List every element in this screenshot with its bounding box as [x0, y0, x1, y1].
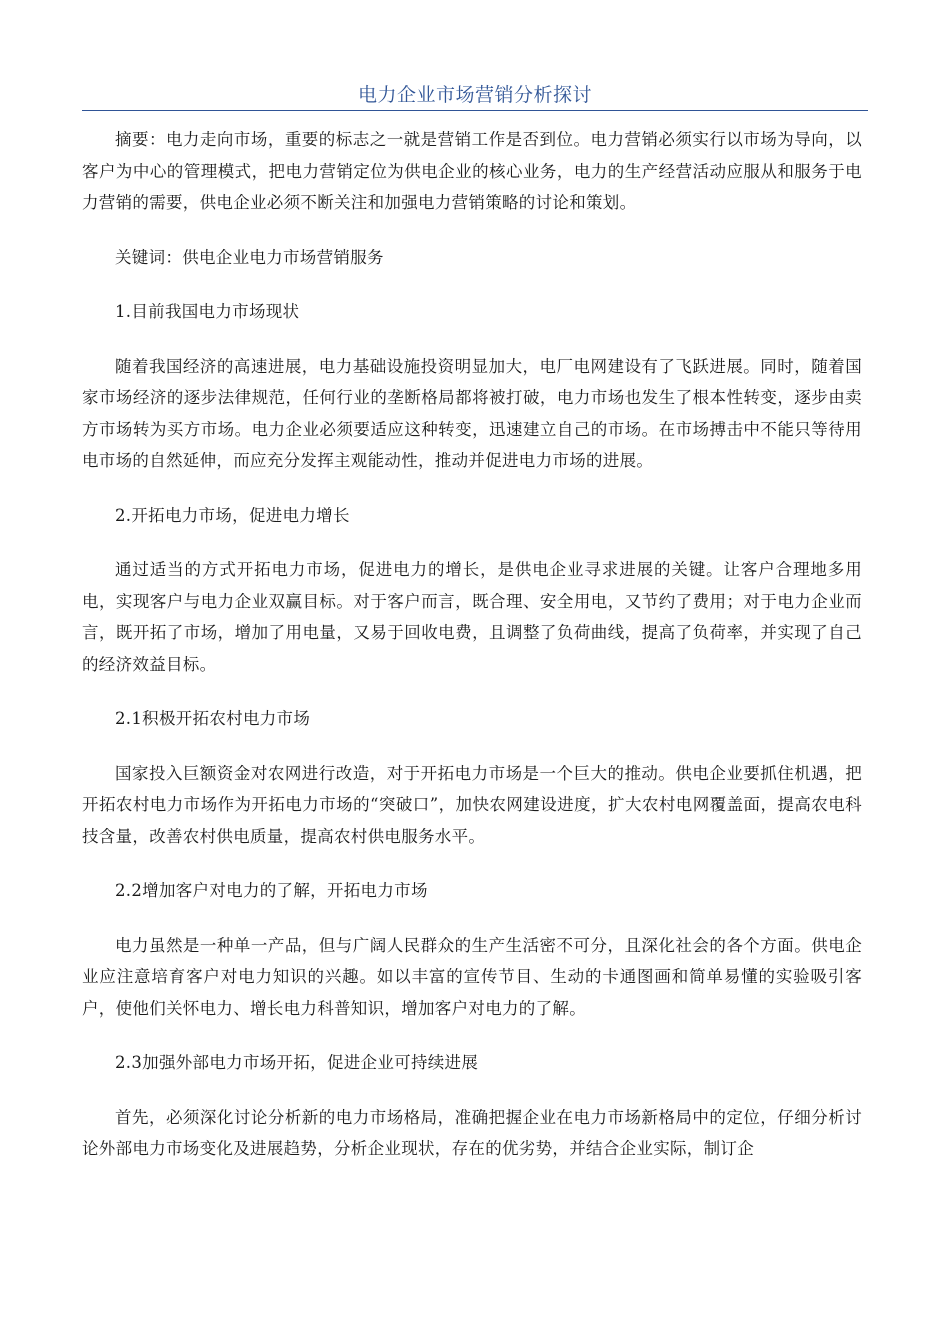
section-heading: 1.目前我国电力市场现状 — [115, 302, 300, 321]
keywords-line: 关键词：供电企业电力市场营销服务 — [115, 247, 384, 267]
section-heading: 2.开拓电力市场，促进电力增长 — [115, 505, 350, 525]
abstract-paragraph: 摘要：电力走向市场，重要的标志之一就是营销工作是否到位。电力营销必须实行以市场为导向，以客户为中心的管理模式，把电力营销定位为供电企业的核心业务，电力的生产经营活动应服从和服务于电力营销的需要，供电企业必须不断关注和加强电力营销策略的讨论和策划。 — [82, 130, 862, 212]
section-paragraph: 电力虽然是一种单一产品，但与广阔人民群众的生产生活密不可分，且深化社会的各个方面。供电企业应注意培育客户对电力知识的兴趣。如以丰富的宣传节目、生动的卡通图画和简单易懂的实验吸引客户，使他们关怀电力、增长电力科普知识，增加客户对电力的了解。 — [82, 935, 862, 1018]
section-paragraph: 首先，必须深化讨论分析新的电力市场格局，准确把握企业在电力市场新格局中的定位，仔细分析讨论外部电力市场变化及进展趋势，分析企业现状，存在的优劣势，并结合企业实际，制订企 — [82, 1107, 862, 1158]
title-underline — [82, 110, 868, 111]
subsection-heading: 2.3加强外部电力市场开拓，促进企业可持续进展 — [115, 1053, 479, 1072]
document-body — [82, 124, 862, 1188]
section-paragraph: 随着我国经济的高速进展，电力基础设施投资明显加大，电厂电网建设有了飞跃进展。同时，随着国家市场经济的逐步法律规范，任何行业的垄断格局都将被打破，电力市场也发生了根本性转变，逐步由卖方市场转为买方市场。电力企业必须要适应这种转变，迅速建立自己的市场。在市场搏击中不能只等待用电市场的自然延伸，而应充分发挥主观能动性，推动并促进电力市场的进展。 — [82, 356, 862, 470]
subsection-heading: 2.2增加客户对电力的了解，开拓电力市场 — [115, 881, 428, 900]
document-title: 电力企业市场营销分析探讨 — [357, 84, 592, 106]
subsection-heading: 2.1积极开拓农村电力市场 — [115, 709, 311, 728]
section-paragraph: 通过适当的方式开拓电力市场，促进电力的增长，是供电企业寻求进展的关键。让客户合理地多用电，实现客户与电力企业双赢目标。对于客户而言，既合理、安全用电，又节约了费用；对于电力企业而言，既开拓了市场，增加了用电量，又易于回收电费，且调整了负荷曲线，提高了负荷率，并实现了自己的经济效益目标。 — [82, 560, 862, 674]
section-paragraph: 国家投入巨额资金对农网进行改造，对于开拓电力市场是一个巨大的推动。供电企业要抓住机遇，把开拓农村电力市场作为开拓电力市场的“突破口”，加快农网建设进度，扩大农村电网覆盖面，提高农电科技含量，改善农村供电质量，提高农村供电服务水平。 — [82, 763, 862, 846]
